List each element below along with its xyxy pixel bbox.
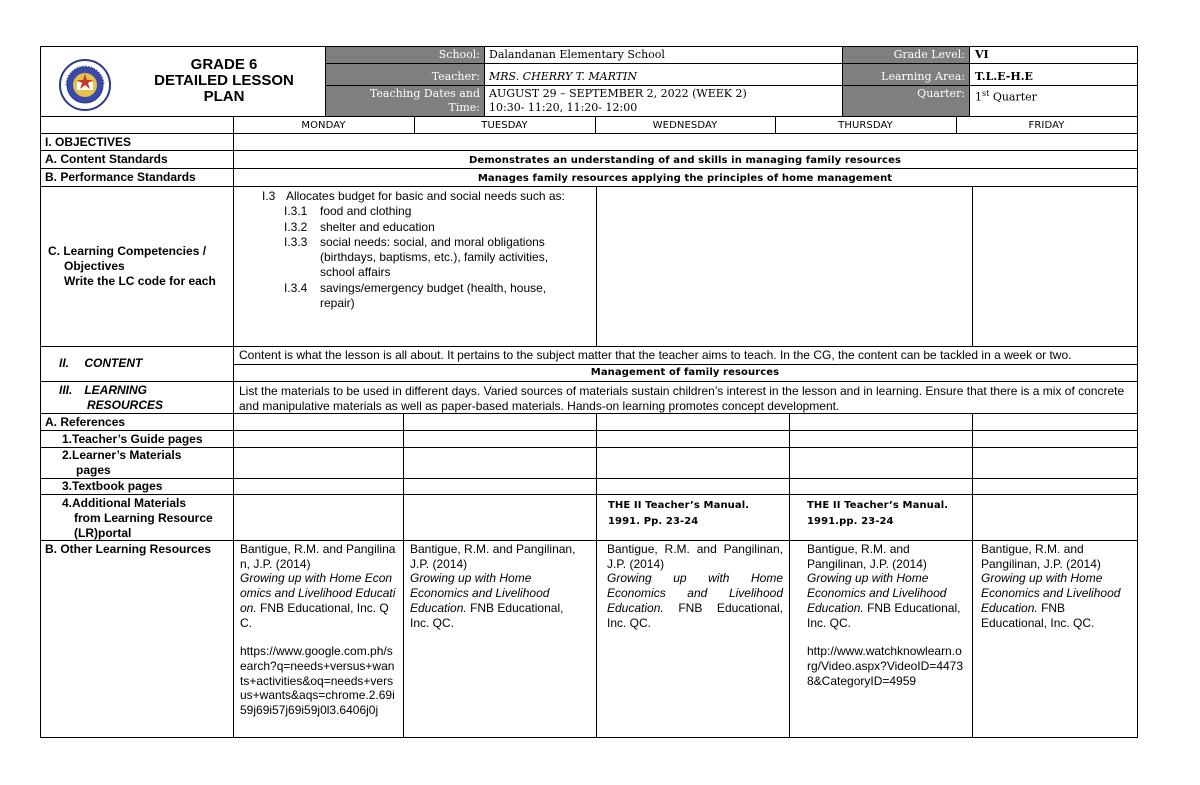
- teacher-value: MRS. CHERRY T. MARTIN: [489, 70, 638, 83]
- grid-line: [484, 46, 485, 116]
- day-thursday: THURSDAY: [838, 120, 893, 131]
- content-standards-value: Demonstrates an understanding of and skills in managing family resources: [468, 155, 902, 166]
- grade-label: Grade Level:: [893, 48, 965, 61]
- resource-author: Bantigue, R.M. and Pangilinan, J.P. (2014): [981, 542, 1101, 571]
- resource-url-monday[interactable]: https://www.google.com.ph/search?q=needs+versus+wants+activities&oq=needs+versus+wants&aqs=chrome.2.69i59j69i57j69i59j0l3.6406j0j: [240, 644, 395, 718]
- day-tuesday: TUESDAY: [481, 120, 528, 131]
- competency-main: [262, 189, 582, 204]
- day-wednesday: WEDNESDAY: [652, 120, 718, 131]
- page-title: [140, 57, 308, 105]
- grid-line: [775, 116, 776, 133]
- grid-line: [842, 46, 843, 116]
- grid-line: [40, 413, 1138, 414]
- grid-line: [40, 447, 1138, 448]
- resource-book-title: Growing up with Home Economics and Livelihood Education.: [607, 571, 783, 615]
- grid-line: [40, 133, 1138, 134]
- lr-label-2: RESOURCES: [87, 398, 164, 412]
- resource-publisher: FNB Educational, Inc. QC.: [240, 600, 389, 630]
- performance-standards-label: B. Performance Standards: [45, 170, 196, 184]
- lc-line-3: Write the LC code for each: [64, 274, 216, 288]
- resource-tuesday: [410, 542, 585, 630]
- resource-publisher: FNB Educational, Inc. QC.: [981, 600, 1095, 630]
- resource-book-title: Growing up with Home Economics and Livelihood Education.: [410, 571, 550, 615]
- competency-main-num: I.3: [262, 189, 276, 203]
- references-label: A. References: [45, 415, 126, 429]
- resource-book-title: Growing up with Home Economics and Livelihood Education.: [240, 571, 396, 615]
- content-standards-label: A. Content Standards: [45, 152, 168, 166]
- grid-line: [326, 85, 1137, 86]
- additional-thursday: [807, 498, 967, 530]
- quarter-number: 1: [975, 90, 982, 104]
- grade-value: VI: [975, 48, 989, 61]
- resource-book-title: Growing up with Home Economics and Livelihood Education.: [981, 571, 1121, 615]
- additional-thursday-line-1: THE II Teacher’s Manual.: [807, 500, 949, 511]
- grid-line: [40, 46, 1138, 47]
- competency-item: [284, 204, 582, 219]
- competency-text: social needs: social, and moral obligations (birthdays, baptisms, etc.), family activities, school affairs: [320, 234, 549, 280]
- content-heading: [59, 356, 142, 371]
- competency-num: I.3.4: [284, 280, 308, 295]
- lm-pages-label: [62, 448, 181, 478]
- lc-line-2: Objectives: [64, 259, 125, 273]
- dates-label-2: Time:: [448, 101, 480, 114]
- grid-line: [40, 150, 1138, 151]
- content-num: II.: [59, 356, 70, 370]
- additional-wednesday: THE II Teacher’s Manual. 1991. Pp. 23-24: [608, 500, 750, 527]
- day-monday: MONDAY: [301, 120, 346, 131]
- quarter-label: Quarter:: [917, 87, 965, 100]
- grid-line: [40, 494, 1138, 495]
- resource-wednesday: [607, 542, 783, 630]
- logo: [58, 58, 112, 112]
- grid-line: [40, 540, 1138, 541]
- grid-line: [40, 430, 1138, 431]
- learning-resources-note: List the materials to be used in different days. Varied sources of materials sustain children’s interest in the lesson and in learning. Ensure that there is a mix of concrete and manipulative materials as well as paper-based materials. Hands-on learning promotes concept development.: [239, 384, 1125, 413]
- resource-publisher: FNB Educational, Inc. QC.: [607, 600, 783, 630]
- grid-line: [40, 478, 1138, 479]
- grid-line: [789, 413, 790, 738]
- grid-line: [40, 346, 1138, 347]
- grid-line: [40, 116, 1138, 117]
- textbook-pages-label: 3.Textbook pages: [62, 479, 163, 493]
- grid-line: [40, 168, 1138, 169]
- additional-line-2: from Learning Resource: [74, 511, 213, 525]
- day-friday: FRIDAY: [1028, 120, 1065, 131]
- resource-author: Bantigue, R.M. and Pangilinan, J.P. (2014): [240, 542, 396, 571]
- area-value: T.L.E-H.E: [975, 70, 1033, 83]
- title-line-2: DETAILED LESSON: [154, 72, 294, 89]
- grid-line: [326, 63, 1137, 64]
- resource-publisher: FNB Educational, Inc. QC.: [410, 600, 564, 630]
- additional-line-1: 4.Additional Materials: [62, 496, 187, 510]
- resource-monday: [240, 542, 396, 718]
- competency-block: [262, 189, 582, 311]
- competency-items: [262, 204, 582, 311]
- lm-pages-line-1: 2.Learner’s Materials: [62, 448, 182, 462]
- competency-num: I.3.3: [284, 234, 308, 249]
- competency-item: [284, 220, 582, 235]
- area-label: Learning Area:: [881, 70, 965, 83]
- grid-line: [40, 737, 1138, 738]
- grid-line: [233, 116, 234, 738]
- performance-standards-value: Manages family resources applying the principles of home management: [477, 173, 893, 184]
- dates-label-1: Teaching Dates and: [369, 87, 480, 100]
- deped-seal-icon: [58, 58, 112, 112]
- resource-publisher: FNB Educational, Inc. QC.: [807, 600, 961, 630]
- other-resources-label: B. Other Learning Resources: [45, 542, 212, 556]
- content-label: CONTENT: [84, 356, 143, 370]
- resource-friday: [981, 542, 1131, 630]
- lm-pages-line-2: pages: [76, 463, 111, 477]
- additional-materials-label: [62, 496, 213, 541]
- grid-line: [325, 46, 326, 116]
- dates-value-1: AUGUST 29 – SEPTEMBER 2, 2022 (WEEK 2): [489, 87, 747, 100]
- grid-line: [403, 413, 404, 738]
- dates-value-2: 10:30- 11:20, 11:20- 12:00: [489, 101, 638, 114]
- resource-url-thursday[interactable]: http://www.watchknowlearn.org/Video.aspx?VideoID=44738&CategoryID=4959: [807, 644, 964, 688]
- tg-pages-label: 1.Teacher’s Guide pages: [62, 432, 203, 446]
- grid-line: [233, 364, 1137, 365]
- grid-line: [40, 186, 1138, 187]
- grid-line: [596, 413, 597, 738]
- competency-text: shelter and education: [320, 219, 435, 234]
- grid-line: [956, 116, 957, 133]
- grid-line: [969, 46, 970, 116]
- teacher-label: Teacher:: [431, 70, 480, 83]
- title-line-1: GRADE 6: [190, 56, 258, 73]
- quarter-suffix: st: [982, 89, 990, 98]
- grid-line: [972, 413, 973, 738]
- objectives-heading: I. OBJECTIVES: [45, 135, 132, 149]
- content-note: Content is what the lesson is all about. It pertains to the subject matter that the teacher aims to teach. In the CG, the content can be tackled in a week or two.: [239, 348, 1072, 362]
- competency-text: savings/emergency budget (health, house, repair): [320, 280, 547, 311]
- competency-main-text: Allocates budget for basic and social needs such as:: [286, 189, 565, 203]
- school-label: School:: [438, 48, 480, 61]
- grid-line: [596, 186, 597, 346]
- learning-competencies-label: [48, 244, 230, 289]
- competency-item: [284, 281, 582, 312]
- resource-thursday: [807, 542, 965, 688]
- learning-resources-heading: [59, 383, 163, 413]
- grid-line: [595, 116, 596, 133]
- content-value: Management of family resources: [590, 367, 780, 378]
- grid-line: [40, 381, 1138, 382]
- competency-item: [284, 235, 582, 281]
- grid-line: [414, 116, 415, 133]
- resource-author: Bantigue, R.M. and Pangilinan, J.P. (2014): [410, 542, 576, 571]
- additional-line-3: (LR)portal: [74, 526, 132, 540]
- resource-book-title: Growing up with Home Economics and Livelihood Education.: [807, 571, 947, 615]
- additional-thursday-line-2: 1991.pp. 23-24: [807, 516, 894, 527]
- lr-label-1: LEARNING: [84, 383, 148, 397]
- competency-num: I.3.2: [284, 219, 308, 234]
- resource-author: Bantigue, R.M. and Pangilinan, J.P. (2014): [807, 542, 927, 571]
- grid-line: [972, 186, 973, 346]
- lr-num: III.: [59, 383, 73, 397]
- resource-author: Bantigue, R.M. and Pangilinan, J.P. (2014): [607, 542, 783, 571]
- competency-num: I.3.1: [284, 204, 308, 219]
- title-line-3: PLAN: [203, 88, 245, 105]
- competency-text: food and clothing: [320, 204, 412, 219]
- quarter-text: Quarter: [989, 90, 1037, 104]
- school-value: Dalandanan Elementary School: [489, 48, 665, 61]
- lc-line-1: C. Learning Competencies /: [48, 244, 207, 258]
- quarter-value: [975, 87, 1125, 105]
